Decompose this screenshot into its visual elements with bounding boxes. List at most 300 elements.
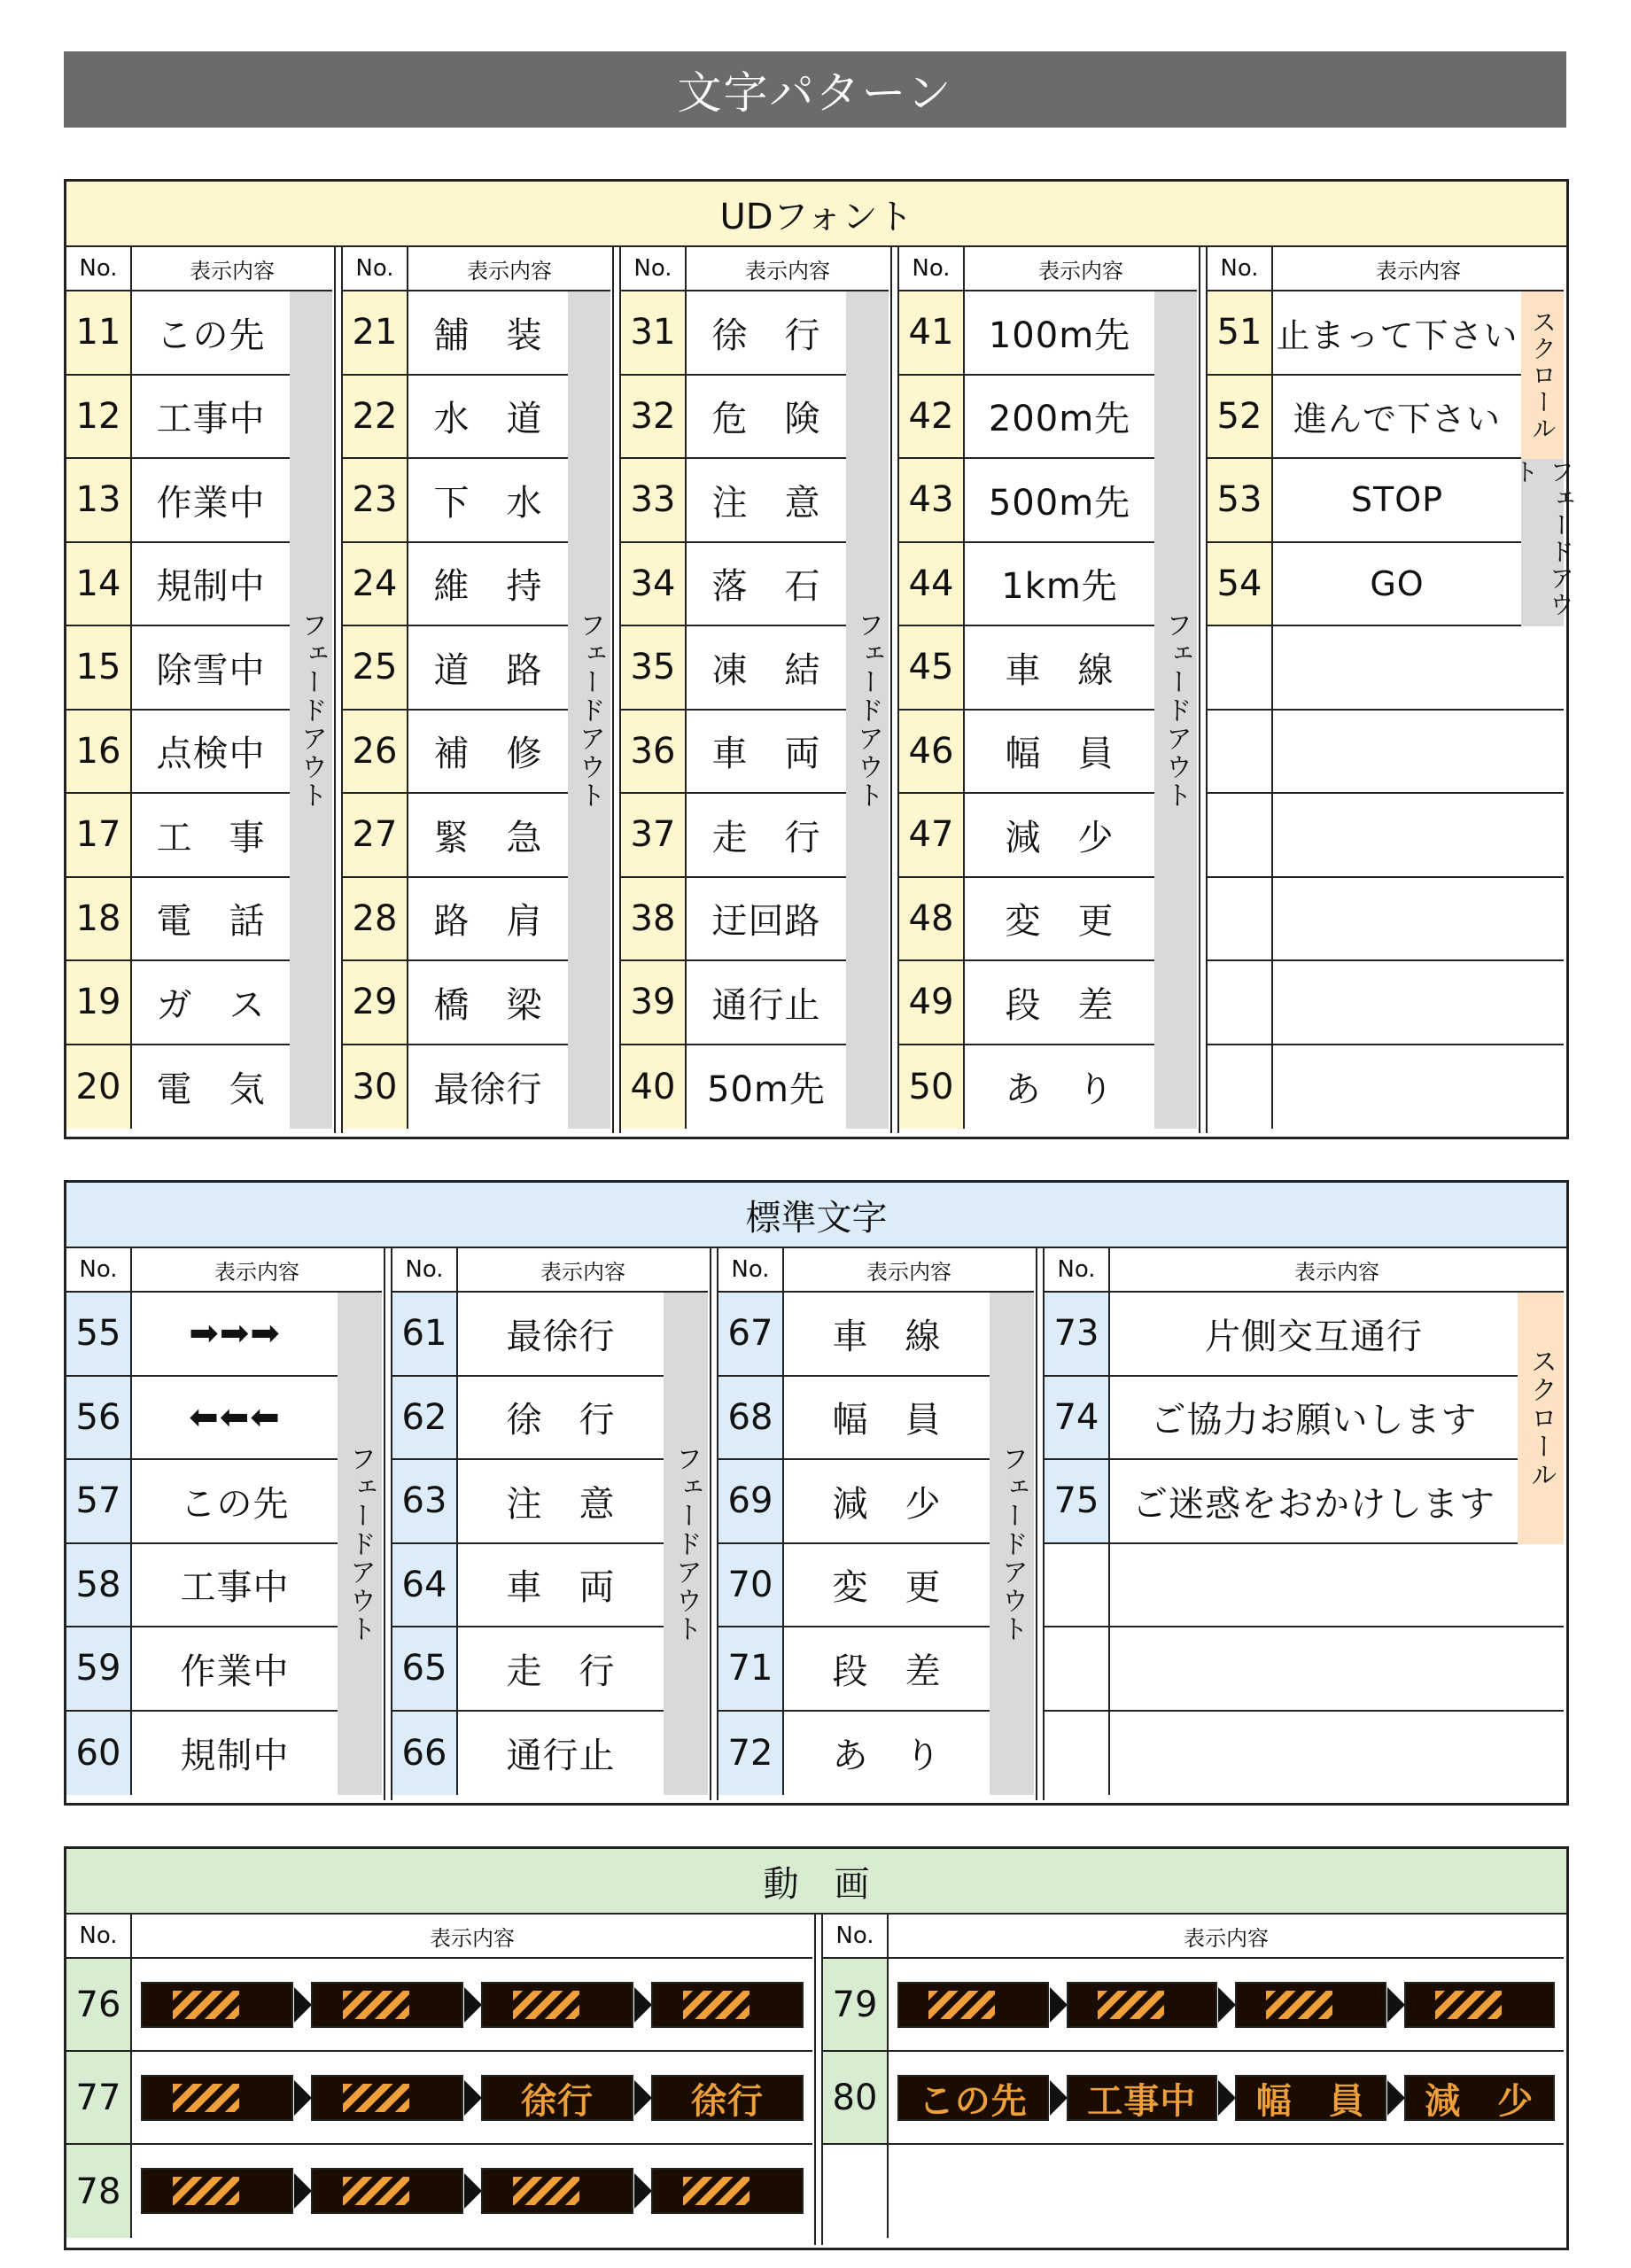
header-content: 表示内容 xyxy=(190,258,275,284)
row-content: 作業中 xyxy=(156,482,266,524)
row-number xyxy=(1208,878,1273,960)
table-row xyxy=(718,1712,1034,1796)
header-no: No. xyxy=(66,1248,132,1291)
row-content: 補 修 xyxy=(433,734,543,775)
row-content: ご迷惑をおかけします xyxy=(1132,1483,1495,1525)
column-header xyxy=(823,1915,1564,1959)
movie-section xyxy=(64,1846,1569,2250)
row-content xyxy=(1110,1712,1564,1796)
row-number xyxy=(1045,1712,1110,1796)
row-number xyxy=(1208,711,1273,793)
row-content: 最徐行 xyxy=(433,1069,543,1111)
std-group-2 xyxy=(392,1248,708,1800)
row-number: 50 xyxy=(899,1045,965,1130)
row-content: 下 水 xyxy=(433,482,543,524)
table-row xyxy=(899,543,1197,627)
table-row xyxy=(718,1544,1034,1628)
animation-frame xyxy=(897,1982,1049,2028)
animation-strip xyxy=(132,2052,812,2143)
ud-group-5 xyxy=(1208,247,1575,1133)
row-content: あ り xyxy=(1005,1069,1115,1111)
table-row xyxy=(66,1544,382,1628)
table-row xyxy=(1045,1460,1564,1544)
group-divider xyxy=(334,247,343,1133)
animation-frame: 徐行 xyxy=(481,2075,633,2121)
table-row xyxy=(718,1627,1034,1712)
row-content: 危 険 xyxy=(711,399,821,440)
row-content: 維 持 xyxy=(433,566,543,608)
row-number: 48 xyxy=(899,878,965,960)
row-content: ⬅⬅⬅ xyxy=(189,1396,281,1438)
frame-graphic xyxy=(1435,1991,1502,2019)
column-header xyxy=(343,247,610,291)
row-content: 200m先 xyxy=(988,399,1131,440)
row-content: あ り xyxy=(832,1736,942,1777)
frame-graphic xyxy=(343,2084,410,2112)
header-content: 表示内容 xyxy=(1294,1259,1379,1285)
row-content xyxy=(1273,878,1564,960)
fade-out-label: フェードアウト xyxy=(846,291,889,1129)
column-header xyxy=(66,247,332,291)
row-number: 62 xyxy=(392,1377,458,1459)
animation-frame xyxy=(141,2075,293,2121)
row-content: 車 両 xyxy=(711,734,821,775)
row-content: 工 事 xyxy=(156,817,266,858)
table-row xyxy=(1045,1712,1564,1796)
animation-strip xyxy=(889,2145,1564,2238)
table-row xyxy=(718,1377,1034,1461)
column-header xyxy=(899,247,1197,291)
next-arrow-icon xyxy=(294,1987,312,2023)
row-content: 走 行 xyxy=(506,1651,616,1692)
next-arrow-icon xyxy=(1050,1987,1068,2023)
frame-graphic xyxy=(343,1991,410,2019)
movie-group-left xyxy=(66,1915,812,2245)
table-row xyxy=(1208,711,1564,795)
row-content: 500m先 xyxy=(988,482,1131,524)
animation-frame xyxy=(481,2168,633,2214)
table-row xyxy=(899,459,1197,543)
header-content: 表示内容 xyxy=(540,1259,625,1285)
row-number: 72 xyxy=(718,1712,784,1796)
row-number: 32 xyxy=(621,376,687,458)
row-content: 工事中 xyxy=(180,1567,290,1609)
ud-section-title: UDフォント xyxy=(66,182,1566,247)
group-divider xyxy=(890,247,899,1133)
row-content: 変 更 xyxy=(1005,901,1115,943)
next-arrow-icon xyxy=(464,2173,482,2209)
next-arrow-icon xyxy=(1050,2080,1068,2116)
movie-row xyxy=(66,2052,812,2145)
row-content: 通行止 xyxy=(506,1736,616,1777)
next-arrow-icon xyxy=(294,2173,312,2209)
table-row xyxy=(899,878,1197,962)
table-row xyxy=(1208,291,1564,376)
row-number: 38 xyxy=(621,878,687,960)
next-arrow-icon xyxy=(1218,2080,1236,2116)
header-no: No. xyxy=(823,1915,889,1957)
row-number: 53 xyxy=(1208,459,1273,541)
animation-frame xyxy=(1404,1982,1556,2028)
movie-row xyxy=(66,2145,812,2238)
row-number: 56 xyxy=(66,1377,132,1459)
header-no: No. xyxy=(1045,1248,1110,1291)
row-number: 67 xyxy=(718,1293,784,1375)
table-row xyxy=(1208,794,1564,878)
row-content: 最徐行 xyxy=(506,1316,616,1357)
row-number: 61 xyxy=(392,1293,458,1375)
row-content: 電 気 xyxy=(156,1069,266,1111)
group-divider xyxy=(814,1915,823,2245)
table-row xyxy=(1045,1377,1564,1461)
row-number: 76 xyxy=(66,1959,132,2050)
page-title: 文字パターン xyxy=(64,51,1566,128)
row-number: 66 xyxy=(392,1712,458,1796)
frame-graphic xyxy=(513,2177,580,2205)
row-number: 26 xyxy=(343,711,408,793)
row-content: 進んで下さい xyxy=(1293,400,1501,439)
header-no: No. xyxy=(718,1248,784,1291)
table-row xyxy=(1208,878,1564,962)
header-content: 表示内容 xyxy=(1376,258,1461,284)
movie-row xyxy=(823,2145,1564,2238)
table-row xyxy=(392,1627,708,1712)
row-content xyxy=(1273,794,1564,876)
row-number: 42 xyxy=(899,376,965,458)
row-content: GO xyxy=(1370,563,1425,603)
next-arrow-icon xyxy=(294,2080,312,2116)
table-row xyxy=(899,794,1197,878)
movie-row xyxy=(823,2052,1564,2145)
row-content: 道 路 xyxy=(433,649,543,691)
frame-graphic xyxy=(173,1991,240,2019)
group-divider xyxy=(710,1248,718,1800)
header-content: 表示内容 xyxy=(467,258,552,284)
row-number: 77 xyxy=(66,2052,132,2143)
row-number: 79 xyxy=(823,1959,889,2050)
standard-section-title: 標準文字 xyxy=(66,1183,1566,1248)
row-number: 80 xyxy=(823,2052,889,2143)
row-number: 11 xyxy=(66,291,132,374)
row-number: 71 xyxy=(718,1627,784,1710)
row-number: 31 xyxy=(621,291,687,374)
row-number: 25 xyxy=(343,626,408,709)
table-row xyxy=(899,711,1197,795)
row-number: 24 xyxy=(343,543,408,625)
table-row xyxy=(66,1712,382,1796)
fade-out-label: フェードアウト xyxy=(990,1293,1034,1795)
column-header xyxy=(1045,1248,1564,1293)
animation-frame xyxy=(481,1982,633,2028)
animation-frame: この先 xyxy=(897,2075,1049,2121)
animation-frame xyxy=(311,2075,463,2121)
animation-strip xyxy=(132,1959,812,2050)
column-header xyxy=(66,1915,812,1959)
row-content: 規制中 xyxy=(180,1736,290,1777)
column-header xyxy=(1208,247,1564,291)
header-no: No. xyxy=(621,247,687,290)
row-content: 規制中 xyxy=(156,566,266,608)
row-number: 52 xyxy=(1208,376,1273,458)
row-number: 29 xyxy=(343,961,408,1044)
header-content: 表示内容 xyxy=(745,258,830,284)
row-number: 30 xyxy=(343,1045,408,1130)
row-number: 19 xyxy=(66,961,132,1044)
frame-graphic xyxy=(928,1991,995,2019)
row-number: 34 xyxy=(621,543,687,625)
animation-frame xyxy=(1235,1982,1386,2028)
row-content: 幅 員 xyxy=(1005,734,1115,775)
column-header xyxy=(392,1248,708,1293)
row-number: 27 xyxy=(343,794,408,876)
frame-graphic xyxy=(1098,1991,1164,2019)
row-number xyxy=(1208,961,1273,1044)
animation-frame xyxy=(651,1982,804,2028)
row-content: 橋 梁 xyxy=(433,984,543,1026)
std-group-3 xyxy=(718,1248,1034,1800)
row-content: 1km先 xyxy=(1001,566,1118,608)
fade-out-label: フェードアウト xyxy=(290,291,332,1129)
animation-frame xyxy=(311,1982,463,2028)
next-arrow-icon xyxy=(1218,1987,1236,2023)
std-group-1 xyxy=(66,1248,382,1800)
row-number: 45 xyxy=(899,626,965,709)
group-divider xyxy=(1036,1248,1045,1800)
row-number: 47 xyxy=(899,794,965,876)
row-number: 44 xyxy=(899,543,965,625)
row-content: 段 差 xyxy=(1005,984,1115,1026)
fade-out-label: フェードアウト xyxy=(338,1293,382,1795)
row-content: 電 話 xyxy=(156,901,266,943)
scroll-label: スクロール xyxy=(1521,291,1564,459)
row-content xyxy=(1110,1627,1564,1710)
row-content: 作業中 xyxy=(180,1651,290,1692)
row-number xyxy=(1208,1045,1273,1130)
next-arrow-icon xyxy=(464,1987,482,2023)
animation-frame: 減 少 xyxy=(1404,2075,1556,2121)
movie-group-right xyxy=(823,1915,1564,2245)
ud-font-section xyxy=(64,179,1575,1139)
fade-out-label: フェードアウト xyxy=(1521,459,1564,626)
table-row xyxy=(718,1460,1034,1544)
row-number: 14 xyxy=(66,543,132,625)
animation-frame: 徐行 xyxy=(651,2075,804,2121)
row-number: 23 xyxy=(343,459,408,541)
row-content: 落 石 xyxy=(711,566,821,608)
table-row xyxy=(392,1460,708,1544)
header-no: No. xyxy=(66,247,132,290)
row-content: 変 更 xyxy=(832,1567,942,1609)
row-number: 15 xyxy=(66,626,132,709)
row-number: 18 xyxy=(66,878,132,960)
row-number: 68 xyxy=(718,1377,784,1459)
row-number xyxy=(1208,794,1273,876)
row-content: 工事中 xyxy=(156,399,266,440)
row-number: 78 xyxy=(66,2145,132,2238)
row-content: 車 線 xyxy=(1005,649,1115,691)
row-content: 緊 急 xyxy=(433,817,543,858)
header-content: 表示内容 xyxy=(866,1259,951,1285)
column-header xyxy=(66,1248,382,1293)
next-arrow-icon xyxy=(634,2080,652,2116)
row-number: 20 xyxy=(66,1045,132,1130)
row-content xyxy=(1273,1045,1564,1130)
row-number xyxy=(823,2145,889,2238)
table-row xyxy=(1045,1293,1564,1377)
header-no: No. xyxy=(392,1248,458,1291)
row-number: 36 xyxy=(621,711,687,793)
row-content: 車 両 xyxy=(506,1567,616,1609)
row-content xyxy=(1273,961,1564,1044)
animation-strip xyxy=(889,2052,1564,2143)
frame-graphic xyxy=(343,2177,410,2205)
row-number: 49 xyxy=(899,961,965,1044)
table-row xyxy=(899,626,1197,711)
row-number: 75 xyxy=(1045,1460,1110,1542)
header-content: 表示内容 xyxy=(214,1259,299,1285)
row-number: 39 xyxy=(621,961,687,1044)
frame-graphic xyxy=(683,1991,750,2019)
table-row xyxy=(899,291,1197,376)
row-number: 22 xyxy=(343,376,408,458)
table-row xyxy=(1208,626,1564,711)
row-content xyxy=(1273,711,1564,793)
table-row xyxy=(899,961,1197,1045)
row-content: 水 道 xyxy=(433,399,543,440)
row-number: 73 xyxy=(1045,1293,1110,1375)
animation-frame xyxy=(141,2168,293,2214)
row-number: 54 xyxy=(1208,543,1273,625)
row-content: この先 xyxy=(180,1483,290,1525)
table-row xyxy=(392,1293,708,1377)
row-number: 74 xyxy=(1045,1377,1110,1459)
row-number: 35 xyxy=(621,626,687,709)
row-content: 減 少 xyxy=(832,1483,942,1525)
row-content: 幅 員 xyxy=(832,1400,942,1441)
table-row xyxy=(1045,1627,1564,1712)
table-row xyxy=(1208,961,1564,1045)
row-number: 64 xyxy=(392,1544,458,1627)
row-content: ガ ス xyxy=(156,984,266,1026)
scroll-label: スクロール xyxy=(1518,1293,1564,1544)
ud-group-3 xyxy=(621,247,889,1133)
table-row xyxy=(1208,1045,1564,1130)
table-row xyxy=(718,1293,1034,1377)
frame-graphic xyxy=(513,1991,580,2019)
next-arrow-icon xyxy=(634,2173,652,2209)
group-divider xyxy=(612,247,621,1133)
movie-row xyxy=(823,1959,1564,2052)
animation-frame xyxy=(141,1982,293,2028)
movie-row xyxy=(66,1959,812,2052)
standard-section xyxy=(64,1180,1569,1806)
row-number: 41 xyxy=(899,291,965,374)
next-arrow-icon xyxy=(464,2080,482,2116)
std-group-4 xyxy=(1045,1248,1564,1800)
fade-out-label: フェードアウト xyxy=(568,291,610,1129)
row-content: この先 xyxy=(156,315,266,356)
row-number: 57 xyxy=(66,1460,132,1542)
row-content: 注 意 xyxy=(711,482,821,524)
table-row xyxy=(392,1712,708,1796)
row-content: 車 線 xyxy=(832,1316,942,1357)
row-number: 65 xyxy=(392,1627,458,1710)
row-content: 段 差 xyxy=(832,1651,942,1692)
row-number: 37 xyxy=(621,794,687,876)
row-content: 減 少 xyxy=(1005,817,1115,858)
table-row xyxy=(66,1377,382,1461)
header-content: 表示内容 xyxy=(1184,1925,1269,1951)
row-content xyxy=(1110,1544,1564,1627)
row-number: 12 xyxy=(66,376,132,458)
table-row xyxy=(899,1045,1197,1130)
row-content: 徐 行 xyxy=(506,1400,616,1441)
header-no: No. xyxy=(66,1915,132,1957)
row-number: 16 xyxy=(66,711,132,793)
animation-frame xyxy=(651,2168,804,2214)
column-header xyxy=(718,1248,1034,1293)
row-number: 13 xyxy=(66,459,132,541)
row-number: 58 xyxy=(66,1544,132,1627)
row-number: 21 xyxy=(343,291,408,374)
row-number xyxy=(1045,1544,1110,1627)
frame-graphic xyxy=(173,2084,240,2112)
header-content: 表示内容 xyxy=(1038,258,1123,284)
next-arrow-icon xyxy=(1387,1987,1405,2023)
movie-section-title: 動 画 xyxy=(66,1849,1566,1915)
animation-strip xyxy=(889,1959,1564,2050)
header-no: No. xyxy=(343,247,408,290)
row-content: 路 肩 xyxy=(433,901,543,943)
table-row xyxy=(899,376,1197,460)
row-number: 46 xyxy=(899,711,965,793)
row-number: 51 xyxy=(1208,291,1273,374)
frame-graphic xyxy=(1266,1991,1332,2019)
frame-graphic xyxy=(683,2177,750,2205)
row-number: 28 xyxy=(343,878,408,960)
table-row xyxy=(392,1377,708,1461)
row-number: 43 xyxy=(899,459,965,541)
row-number xyxy=(1208,626,1273,709)
ud-group-2 xyxy=(343,247,610,1133)
header-no: No. xyxy=(899,247,965,290)
table-row xyxy=(66,1627,382,1712)
row-content: 片側交互通行 xyxy=(1205,1316,1423,1357)
fade-out-label: フェードアウト xyxy=(1154,291,1197,1129)
row-content: 100m先 xyxy=(988,315,1131,356)
fade-out-label: フェードアウト xyxy=(664,1293,708,1795)
row-number: 69 xyxy=(718,1460,784,1542)
table-row xyxy=(1208,376,1564,460)
table-row xyxy=(66,1293,382,1377)
row-number: 55 xyxy=(66,1293,132,1375)
column-header xyxy=(621,247,889,291)
row-content: 止まって下さい xyxy=(1276,315,1518,355)
group-divider xyxy=(384,1248,392,1800)
row-number: 17 xyxy=(66,794,132,876)
row-content: 通行止 xyxy=(711,984,821,1026)
row-content: STOP xyxy=(1350,480,1444,520)
row-content: 凍 結 xyxy=(711,649,821,691)
table-row xyxy=(1045,1544,1564,1628)
row-content: 迂回路 xyxy=(711,901,821,943)
next-arrow-icon xyxy=(634,1987,652,2023)
frame-graphic xyxy=(173,2177,240,2205)
animation-frame: 幅 員 xyxy=(1235,2075,1386,2121)
header-no: No. xyxy=(1208,247,1273,290)
row-number: 40 xyxy=(621,1045,687,1130)
group-divider xyxy=(1199,247,1208,1133)
